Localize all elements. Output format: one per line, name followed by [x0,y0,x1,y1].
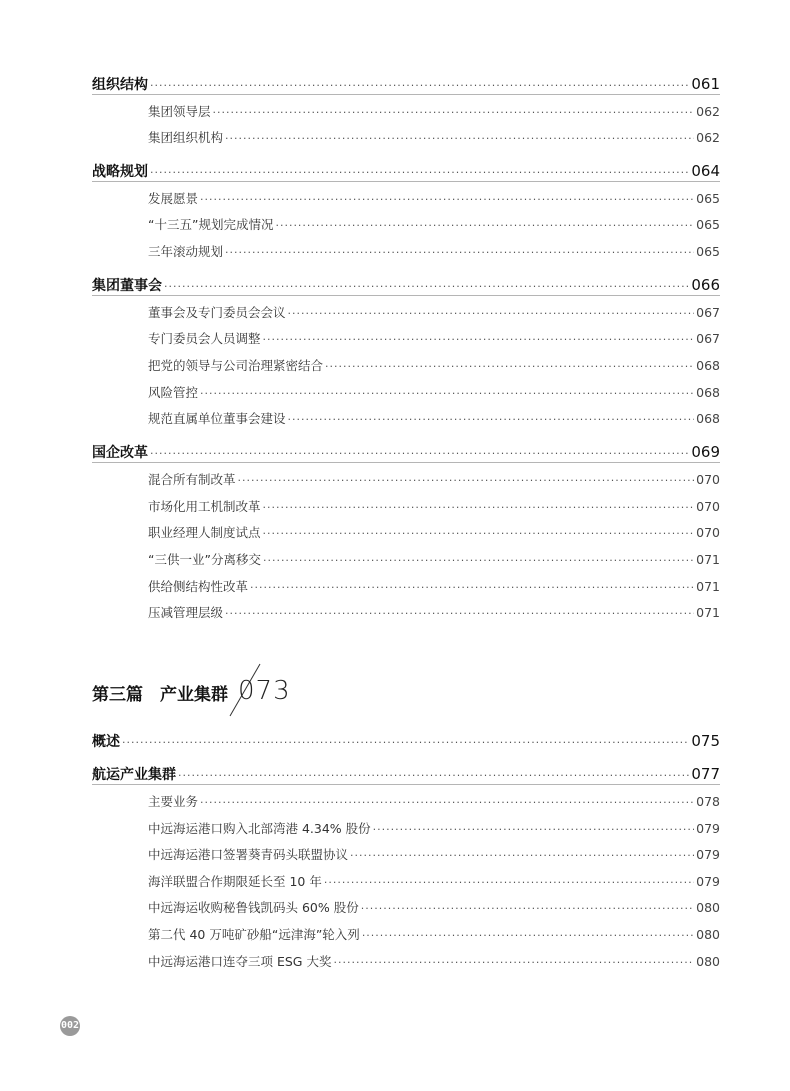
section-rule [92,295,720,296]
toc-item-title: 主要业务 [148,794,199,809]
toc-item-title: 集团组织机构 [148,130,224,145]
toc-item-title: 规范直属单位董事会建设 [148,411,286,426]
toc-item-title: 职业经理人制度试点 [148,525,261,540]
toc-page-number: 062 [696,130,720,145]
leader-dots [150,447,689,460]
toc-page-number: 070 [696,472,720,487]
toc-item-title: 压减管理层级 [148,605,224,620]
toc-section-title: 集团董事会 [92,278,162,294]
toc-page-number: 078 [696,794,720,809]
leader-dots [325,360,694,373]
toc-page-number: 071 [696,579,720,594]
toc-section[interactable] [92,161,720,181]
toc-page-number: 067 [696,305,720,320]
toc-item[interactable] [148,925,720,943]
leader-dots [122,736,689,749]
leader-dots [324,876,694,889]
toc-page-number: 077 [691,765,720,783]
toc-page-number: 065 [696,244,720,259]
toc-page-number: 066 [691,276,720,294]
leader-dots [200,193,694,206]
toc-item[interactable] [148,523,720,541]
toc-page-number: 071 [696,552,720,567]
toc-page-number: 062 [696,104,720,119]
toc-item-title: 中远海运港口连夺三项 ESG 大奖 [148,954,332,969]
toc-page-number: 067 [696,331,720,346]
leader-dots [333,956,694,969]
toc-page-number: 068 [696,411,720,426]
toc-page-number: 065 [696,217,720,232]
leader-dots [200,387,694,400]
leader-dots [263,501,695,514]
toc-page-number: 068 [696,358,720,373]
toc-item-title: 风险管控 [148,385,199,400]
leader-dots [150,166,689,179]
toc-page-number: 071 [696,605,720,620]
part-heading [92,676,392,716]
toc-item-title: 发展愿景 [148,191,199,206]
toc-item[interactable] [148,215,720,233]
leader-dots [263,554,694,567]
toc-section-title: 概述 [92,734,120,750]
leader-dots [263,333,695,346]
toc-section-title: 战略规划 [92,164,148,180]
section-rule [92,462,720,463]
toc-item-title: 把党的领导与公司治理紧密结合 [148,358,324,373]
toc-item[interactable] [148,470,720,488]
toc-item[interactable] [148,242,720,260]
toc-page-number: 070 [696,525,720,540]
toc-item-title: 混合所有制改革 [148,472,236,487]
toc-section-title: 组织结构 [92,77,148,93]
toc-page-number: 064 [691,162,720,180]
toc-item[interactable] [148,792,720,810]
page-number-badge: 002 [60,1016,80,1036]
toc-item[interactable] [148,577,720,595]
toc-section[interactable] [92,442,720,462]
toc-item-title: 中远海运港口购入北部湾港 4.34% 股份 [148,821,371,836]
toc-page-number: 079 [696,821,720,836]
toc-item-title: 供给侧结构性改革 [148,579,249,594]
leader-dots [200,796,694,809]
toc-item[interactable] [148,102,720,120]
toc-item[interactable] [148,550,720,568]
section-rule [92,94,720,95]
toc-item-title: 中远海运收购秘鲁钱凯码头 60% 股份 [148,900,359,915]
toc-item[interactable] [148,952,720,970]
toc-item[interactable] [148,497,720,515]
leader-dots [225,246,694,259]
leader-dots [178,769,689,782]
toc-item[interactable] [148,303,720,321]
toc-page-number: 065 [696,191,720,206]
leader-dots [150,79,689,92]
leader-dots [288,413,695,426]
toc-item-title: “十三五”规划完成情况 [148,217,274,232]
toc-item[interactable] [148,898,720,916]
toc-page-number: 080 [696,927,720,942]
leader-dots [225,607,694,620]
leader-dots [250,581,694,594]
leader-dots [225,132,694,145]
toc-item-title: 海洋联盟合作期限延长至 10 年 [148,874,322,889]
part-title: 第三篇 产业集群 [92,685,228,705]
toc-page-number: 075 [691,732,720,750]
toc-item-title: 中远海运港口签署葵青码头联盟协议 [148,847,349,862]
toc-item-title: 集团领导层 [148,104,211,119]
toc-item-title: 专门委员会人员调整 [148,331,261,346]
leader-dots [275,219,694,232]
toc-item[interactable] [148,128,720,146]
leader-dots [238,474,695,487]
toc-section-title: 国企改革 [92,445,148,461]
toc-item-title: “三供一业”分离移交 [148,552,261,567]
toc-item[interactable] [148,819,720,837]
toc-item[interactable] [148,409,720,427]
toc-item-title: 董事会及专门委员会会议 [148,305,286,320]
leader-dots [288,307,695,320]
toc-page-number: 069 [691,443,720,461]
toc-item[interactable] [148,329,720,347]
toc-item[interactable] [148,383,720,401]
toc-item[interactable] [148,845,720,863]
toc-section-title: 航运产业集群 [92,767,176,783]
toc-item[interactable] [148,356,720,374]
leader-dots [362,929,694,942]
toc-item[interactable] [148,189,720,207]
toc-page-number: 070 [696,499,720,514]
toc-page-number: 079 [696,847,720,862]
leader-dots [350,849,694,862]
section-rule [92,181,720,182]
section-rule [92,784,720,785]
toc-page-number: 080 [696,954,720,969]
toc-item-title: 市场化用工机制改革 [148,499,261,514]
leader-dots [361,902,694,915]
toc-page-number: 079 [696,874,720,889]
toc-section[interactable] [92,764,720,784]
toc-page-number: 068 [696,385,720,400]
leader-dots [263,527,695,540]
toc-page-number: 061 [691,75,720,93]
toc-item[interactable] [148,603,720,621]
leader-dots [213,106,695,119]
toc-section[interactable] [92,275,720,295]
toc-item-title: 三年滚动规划 [148,244,224,259]
toc-section[interactable] [92,74,720,94]
leader-dots [373,823,694,836]
part-page-number: 073 [238,676,291,706]
leader-dots [164,280,689,293]
toc-item-title: 第二代 40 万吨矿砂船“远津海”轮入列 [148,927,360,942]
toc-item[interactable] [148,872,720,890]
toc-section[interactable] [92,731,720,751]
toc-page-number: 080 [696,900,720,915]
